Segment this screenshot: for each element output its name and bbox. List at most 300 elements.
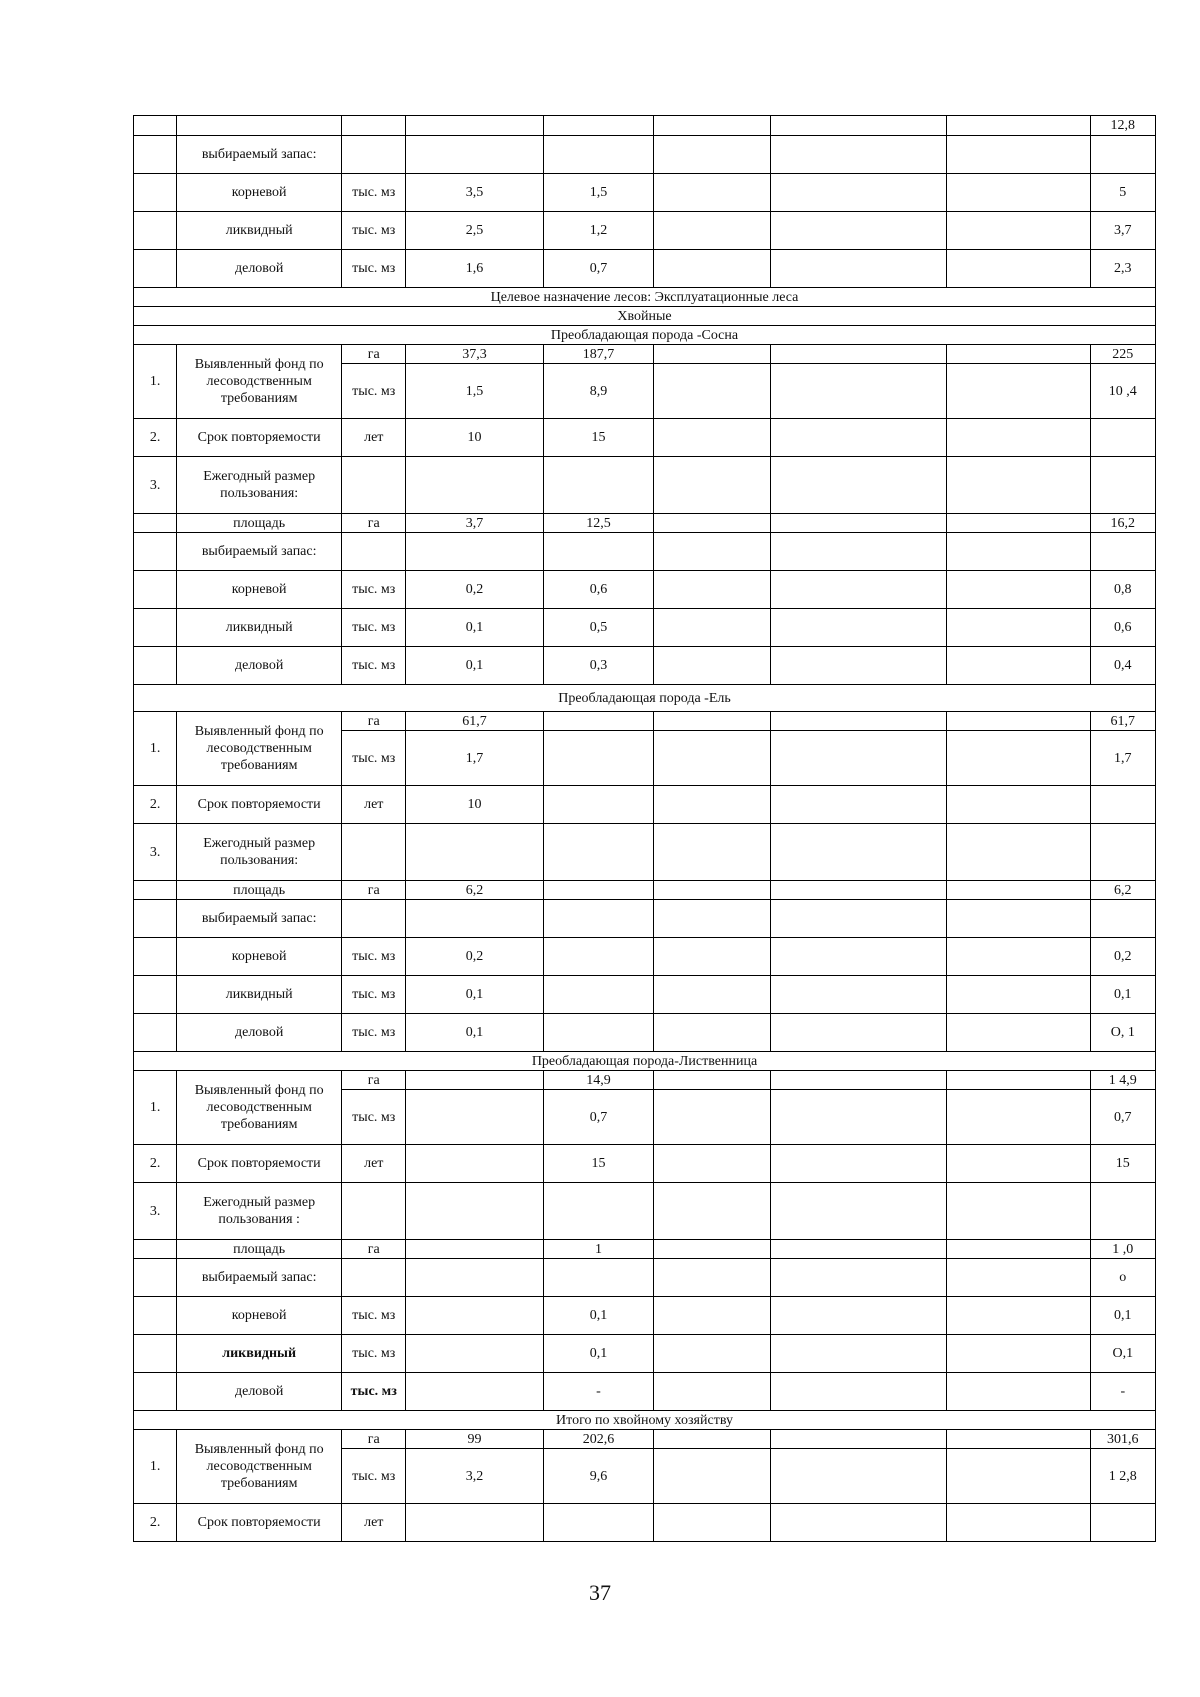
row-number-cell: 2. <box>134 1504 177 1542</box>
value-cell-5 <box>946 1183 1090 1240</box>
value-cell-2: 0,6 <box>543 571 654 609</box>
value-cell-1 <box>406 1335 543 1373</box>
total-cell: 5 <box>1090 174 1155 212</box>
value-cell-5 <box>946 419 1090 457</box>
item-name-cell: деловой <box>177 250 342 288</box>
row-number-cell <box>134 116 177 136</box>
row-number-cell: 3. <box>134 1183 177 1240</box>
value-cell-5 <box>946 900 1090 938</box>
value-cell-1: 1,7 <box>406 731 543 786</box>
value-cell-3 <box>654 1449 770 1504</box>
unit-cell: лет <box>342 1145 406 1183</box>
value-cell-4 <box>770 1430 946 1449</box>
item-name-cell: выбираемый запас: <box>177 900 342 938</box>
value-cell-5 <box>946 1504 1090 1542</box>
unit-cell: га <box>342 1240 406 1259</box>
value-cell-4 <box>770 571 946 609</box>
value-cell-1 <box>406 1373 543 1411</box>
value-cell-3 <box>654 364 770 419</box>
value-cell-3 <box>654 786 770 824</box>
value-cell-3 <box>654 881 770 900</box>
unit-cell: тыс. мз <box>342 174 406 212</box>
table-row <box>134 976 1156 1014</box>
table-row <box>134 571 1156 609</box>
item-name-cell: корневой <box>177 938 342 976</box>
total-cell <box>1090 1504 1155 1542</box>
value-cell-1: 6,2 <box>406 881 543 900</box>
value-cell-2: 9,6 <box>543 1449 654 1504</box>
value-cell-1 <box>406 116 543 136</box>
value-cell-5 <box>946 1335 1090 1373</box>
value-cell-5 <box>946 174 1090 212</box>
table-row <box>134 1297 1156 1335</box>
value-cell-1: 3,7 <box>406 514 543 533</box>
value-cell-1: 10 <box>406 786 543 824</box>
total-cell: 3,7 <box>1090 212 1155 250</box>
row-number-cell <box>134 136 177 174</box>
value-cell-4 <box>770 824 946 881</box>
row-number-cell <box>134 1297 177 1335</box>
value-cell-2: 0,1 <box>543 1297 654 1335</box>
value-cell-2 <box>543 1504 654 1542</box>
value-cell-3 <box>654 609 770 647</box>
row-number-cell <box>134 571 177 609</box>
value-cell-2: 15 <box>543 1145 654 1183</box>
value-cell-4 <box>770 976 946 1014</box>
table-row <box>134 1430 1156 1449</box>
value-cell-2: 1 <box>543 1240 654 1259</box>
value-cell-4 <box>770 364 946 419</box>
value-cell-1 <box>406 1090 543 1145</box>
value-cell-3 <box>654 900 770 938</box>
table-row <box>134 457 1156 514</box>
value-cell-1: 0,1 <box>406 976 543 1014</box>
unit-cell: га <box>342 1071 406 1090</box>
value-cell-3 <box>654 1183 770 1240</box>
value-cell-1: 0,1 <box>406 647 543 685</box>
section-header-row <box>134 288 1156 307</box>
value-cell-1 <box>406 824 543 881</box>
value-cell-1 <box>406 1145 543 1183</box>
value-cell-2: 0,7 <box>543 1090 654 1145</box>
unit-cell: тыс. мз <box>342 1335 406 1373</box>
value-cell-1: 1,6 <box>406 250 543 288</box>
value-cell-5 <box>946 881 1090 900</box>
value-cell-2: 202,6 <box>543 1430 654 1449</box>
total-cell <box>1090 900 1155 938</box>
section-header-text: Преобладающая порода -Ель <box>134 685 1156 712</box>
item-name-cell: корневой <box>177 174 342 212</box>
value-cell-2: 12,5 <box>543 514 654 533</box>
value-cell-4 <box>770 1297 946 1335</box>
unit-cell: тыс. мз <box>342 571 406 609</box>
total-cell: 10 ,4 <box>1090 364 1155 419</box>
total-cell <box>1090 1183 1155 1240</box>
row-number-cell <box>134 647 177 685</box>
value-cell-5 <box>946 514 1090 533</box>
total-cell: 0,8 <box>1090 571 1155 609</box>
unit-cell: лет <box>342 419 406 457</box>
table-row <box>134 1071 1156 1090</box>
total-cell: О, 1 <box>1090 1014 1155 1052</box>
value-cell-3 <box>654 1373 770 1411</box>
value-cell-5 <box>946 786 1090 824</box>
value-cell-3 <box>654 1145 770 1183</box>
value-cell-2 <box>543 1183 654 1240</box>
value-cell-3 <box>654 1430 770 1449</box>
table-row <box>134 1145 1156 1183</box>
value-cell-4 <box>770 1504 946 1542</box>
row-number-cell <box>134 1335 177 1373</box>
unit-cell: тыс. мз <box>342 647 406 685</box>
item-name-cell: Выявленный фонд по лесоводственным требованиям <box>177 345 342 419</box>
total-cell: 2,3 <box>1090 250 1155 288</box>
table-row <box>134 136 1156 174</box>
value-cell-2 <box>543 136 654 174</box>
value-cell-4 <box>770 647 946 685</box>
section-header-row <box>134 326 1156 345</box>
value-cell-3 <box>654 250 770 288</box>
value-cell-3 <box>654 1297 770 1335</box>
value-cell-4 <box>770 609 946 647</box>
table-row <box>134 1335 1156 1373</box>
value-cell-3 <box>654 938 770 976</box>
unit-cell: тыс. мз <box>342 731 406 786</box>
value-cell-4 <box>770 881 946 900</box>
unit-cell: тыс. мз <box>342 976 406 1014</box>
total-cell: 61,7 <box>1090 712 1155 731</box>
table-row <box>134 712 1156 731</box>
value-cell-3 <box>654 212 770 250</box>
section-header-row <box>134 1052 1156 1071</box>
item-name-cell: Срок повторяемости <box>177 786 342 824</box>
value-cell-4 <box>770 1183 946 1240</box>
table-body <box>134 116 1156 1542</box>
item-name-cell: деловой <box>177 1014 342 1052</box>
value-cell-4 <box>770 212 946 250</box>
value-cell-2: 8,9 <box>543 364 654 419</box>
row-number-cell <box>134 174 177 212</box>
table-row <box>134 1183 1156 1240</box>
value-cell-2 <box>543 881 654 900</box>
unit-cell: лет <box>342 786 406 824</box>
table-row <box>134 1373 1156 1411</box>
total-cell: 0,1 <box>1090 1297 1155 1335</box>
item-name-cell: ликвидный <box>177 1335 342 1373</box>
section-header-text: Преобладающая порода -Сосна <box>134 326 1156 345</box>
value-cell-5 <box>946 938 1090 976</box>
unit-cell: тыс. мз <box>342 212 406 250</box>
value-cell-4 <box>770 1071 946 1090</box>
value-cell-2 <box>543 712 654 731</box>
item-name-cell: площадь <box>177 1240 342 1259</box>
table-row <box>134 647 1156 685</box>
value-cell-3 <box>654 174 770 212</box>
unit-cell: га <box>342 1430 406 1449</box>
row-number-cell: 1. <box>134 1430 177 1504</box>
value-cell-2 <box>543 938 654 976</box>
unit-cell <box>342 533 406 571</box>
unit-cell <box>342 136 406 174</box>
value-cell-3 <box>654 976 770 1014</box>
table-row <box>134 1014 1156 1052</box>
unit-cell: га <box>342 712 406 731</box>
value-cell-5 <box>946 976 1090 1014</box>
value-cell-3 <box>654 345 770 364</box>
unit-cell: тыс. мз <box>342 1014 406 1052</box>
value-cell-1 <box>406 900 543 938</box>
value-cell-4 <box>770 1014 946 1052</box>
row-number-cell <box>134 212 177 250</box>
value-cell-5 <box>946 364 1090 419</box>
value-cell-2 <box>543 900 654 938</box>
total-cell: 1 ,0 <box>1090 1240 1155 1259</box>
value-cell-3 <box>654 712 770 731</box>
value-cell-4 <box>770 419 946 457</box>
value-cell-4 <box>770 938 946 976</box>
row-number-cell: 1. <box>134 712 177 786</box>
value-cell-3 <box>654 533 770 571</box>
value-cell-2: 0,3 <box>543 647 654 685</box>
row-number-cell <box>134 881 177 900</box>
value-cell-1: 3,5 <box>406 174 543 212</box>
section-header-text: Целевое назначение лесов: Эксплуатационные леса <box>134 288 1156 307</box>
section-header-text: Преобладающая порода-Лиственница <box>134 1052 1156 1071</box>
row-number-cell <box>134 900 177 938</box>
item-name-cell: выбираемый запас: <box>177 533 342 571</box>
value-cell-5 <box>946 609 1090 647</box>
value-cell-4 <box>770 1373 946 1411</box>
value-cell-3 <box>654 116 770 136</box>
value-cell-3 <box>654 571 770 609</box>
value-cell-3 <box>654 1014 770 1052</box>
value-cell-1: 10 <box>406 419 543 457</box>
value-cell-4 <box>770 174 946 212</box>
total-cell: 225 <box>1090 345 1155 364</box>
value-cell-3 <box>654 1335 770 1373</box>
unit-cell <box>342 1183 406 1240</box>
forest-use-table <box>133 115 1156 1542</box>
value-cell-5 <box>946 250 1090 288</box>
total-cell: 0,7 <box>1090 1090 1155 1145</box>
value-cell-1: 3,2 <box>406 1449 543 1504</box>
table-row <box>134 881 1156 900</box>
item-name-cell: ликвидный <box>177 976 342 1014</box>
value-cell-2 <box>543 533 654 571</box>
value-cell-3 <box>654 1071 770 1090</box>
unit-cell: тыс. мз <box>342 364 406 419</box>
value-cell-2 <box>543 824 654 881</box>
value-cell-2: 1,5 <box>543 174 654 212</box>
value-cell-4 <box>770 1449 946 1504</box>
value-cell-2: 0,5 <box>543 609 654 647</box>
value-cell-4 <box>770 1335 946 1373</box>
value-cell-5 <box>946 1297 1090 1335</box>
table-row <box>134 345 1156 364</box>
unit-cell: тыс. мз <box>342 1373 406 1411</box>
item-name-cell: Выявленный фонд по лесоводственным требованиям <box>177 1071 342 1145</box>
table-row <box>134 1504 1156 1542</box>
value-cell-5 <box>946 712 1090 731</box>
value-cell-2: 0,7 <box>543 250 654 288</box>
row-number-cell <box>134 938 177 976</box>
row-number-cell <box>134 976 177 1014</box>
page-number: 37 <box>589 1580 611 1605</box>
value-cell-2: 1,2 <box>543 212 654 250</box>
value-cell-3 <box>654 1259 770 1297</box>
value-cell-4 <box>770 457 946 514</box>
item-name-cell: Ежегодный размер пользования : <box>177 1183 342 1240</box>
value-cell-2: - <box>543 1373 654 1411</box>
total-cell: - <box>1090 1373 1155 1411</box>
value-cell-5 <box>946 824 1090 881</box>
unit-cell: тыс. мз <box>342 250 406 288</box>
value-cell-1 <box>406 1240 543 1259</box>
row-number-cell: 1. <box>134 1071 177 1145</box>
unit-cell: тыс. мз <box>342 1297 406 1335</box>
table-row <box>134 1240 1156 1259</box>
row-number-cell <box>134 1014 177 1052</box>
value-cell-5 <box>946 1014 1090 1052</box>
value-cell-1: 0,2 <box>406 938 543 976</box>
row-number-cell: 1. <box>134 345 177 419</box>
value-cell-1: 37,3 <box>406 345 543 364</box>
value-cell-2 <box>543 457 654 514</box>
section-header-text: Итого по хвойному хозяйству <box>134 1411 1156 1430</box>
value-cell-1: 0,1 <box>406 1014 543 1052</box>
unit-cell: лет <box>342 1504 406 1542</box>
total-cell <box>1090 419 1155 457</box>
value-cell-3 <box>654 419 770 457</box>
row-number-cell: 2. <box>134 419 177 457</box>
value-cell-3 <box>654 647 770 685</box>
table-row <box>134 609 1156 647</box>
value-cell-1: 99 <box>406 1430 543 1449</box>
table-row <box>134 824 1156 881</box>
value-cell-1: 1,5 <box>406 364 543 419</box>
value-cell-2 <box>543 731 654 786</box>
value-cell-2: 15 <box>543 419 654 457</box>
total-cell: 301,6 <box>1090 1430 1155 1449</box>
item-name-cell: деловой <box>177 647 342 685</box>
value-cell-4 <box>770 786 946 824</box>
value-cell-4 <box>770 712 946 731</box>
table-row <box>134 900 1156 938</box>
item-name-cell: корневой <box>177 571 342 609</box>
value-cell-5 <box>946 1373 1090 1411</box>
item-name-cell <box>177 116 342 136</box>
value-cell-5 <box>946 457 1090 514</box>
value-cell-2: 0,1 <box>543 1335 654 1373</box>
item-name-cell: выбираемый запас: <box>177 1259 342 1297</box>
total-cell: 1,7 <box>1090 731 1155 786</box>
unit-cell <box>342 457 406 514</box>
item-name-cell: ликвидный <box>177 212 342 250</box>
total-cell: О,1 <box>1090 1335 1155 1373</box>
table-row <box>134 116 1156 136</box>
row-number-cell: 3. <box>134 457 177 514</box>
section-header-row <box>134 685 1156 712</box>
value-cell-2: 187,7 <box>543 345 654 364</box>
total-cell: 0,2 <box>1090 938 1155 976</box>
value-cell-5 <box>946 1145 1090 1183</box>
value-cell-2 <box>543 1259 654 1297</box>
section-header-row <box>134 1411 1156 1430</box>
value-cell-5 <box>946 571 1090 609</box>
value-cell-1 <box>406 136 543 174</box>
value-cell-3 <box>654 1090 770 1145</box>
item-name-cell: Выявленный фонд по лесоводственным требованиям <box>177 712 342 786</box>
value-cell-5 <box>946 345 1090 364</box>
value-cell-3 <box>654 1504 770 1542</box>
total-cell: 1 2,8 <box>1090 1449 1155 1504</box>
unit-cell: га <box>342 514 406 533</box>
value-cell-4 <box>770 345 946 364</box>
total-cell: 1 4,9 <box>1090 1071 1155 1090</box>
value-cell-1 <box>406 1297 543 1335</box>
table-row <box>134 938 1156 976</box>
total-cell: 15 <box>1090 1145 1155 1183</box>
value-cell-5 <box>946 1430 1090 1449</box>
value-cell-1 <box>406 533 543 571</box>
section-header-text: Хвойные <box>134 307 1156 326</box>
value-cell-1: 61,7 <box>406 712 543 731</box>
value-cell-4 <box>770 1259 946 1297</box>
value-cell-4 <box>770 136 946 174</box>
table-row <box>134 419 1156 457</box>
row-number-cell <box>134 1373 177 1411</box>
total-cell <box>1090 824 1155 881</box>
value-cell-5 <box>946 1449 1090 1504</box>
total-cell: 12,8 <box>1090 116 1155 136</box>
row-number-cell <box>134 1259 177 1297</box>
table-row <box>134 533 1156 571</box>
table-row <box>134 250 1156 288</box>
value-cell-1 <box>406 457 543 514</box>
value-cell-4 <box>770 1145 946 1183</box>
value-cell-1: 0,1 <box>406 609 543 647</box>
value-cell-5 <box>946 1240 1090 1259</box>
unit-cell <box>342 116 406 136</box>
value-cell-3 <box>654 1240 770 1259</box>
row-number-cell: 3. <box>134 824 177 881</box>
item-name-cell: Срок повторяемости <box>177 419 342 457</box>
row-number-cell <box>134 1240 177 1259</box>
unit-cell: га <box>342 345 406 364</box>
table-row <box>134 514 1156 533</box>
item-name-cell: выбираемый запас: <box>177 136 342 174</box>
unit-cell: га <box>342 881 406 900</box>
unit-cell <box>342 824 406 881</box>
value-cell-3 <box>654 514 770 533</box>
value-cell-3 <box>654 824 770 881</box>
total-cell: 6,2 <box>1090 881 1155 900</box>
table-row <box>134 212 1156 250</box>
row-number-cell <box>134 514 177 533</box>
item-name-cell: Срок повторяемости <box>177 1145 342 1183</box>
value-cell-5 <box>946 1259 1090 1297</box>
value-cell-1: 0,2 <box>406 571 543 609</box>
unit-cell: тыс. мз <box>342 1449 406 1504</box>
value-cell-4 <box>770 533 946 571</box>
value-cell-4 <box>770 900 946 938</box>
value-cell-2 <box>543 116 654 136</box>
value-cell-4 <box>770 1240 946 1259</box>
value-cell-3 <box>654 457 770 514</box>
unit-cell: тыс. мз <box>342 1090 406 1145</box>
total-cell: 0,6 <box>1090 609 1155 647</box>
value-cell-4 <box>770 731 946 786</box>
